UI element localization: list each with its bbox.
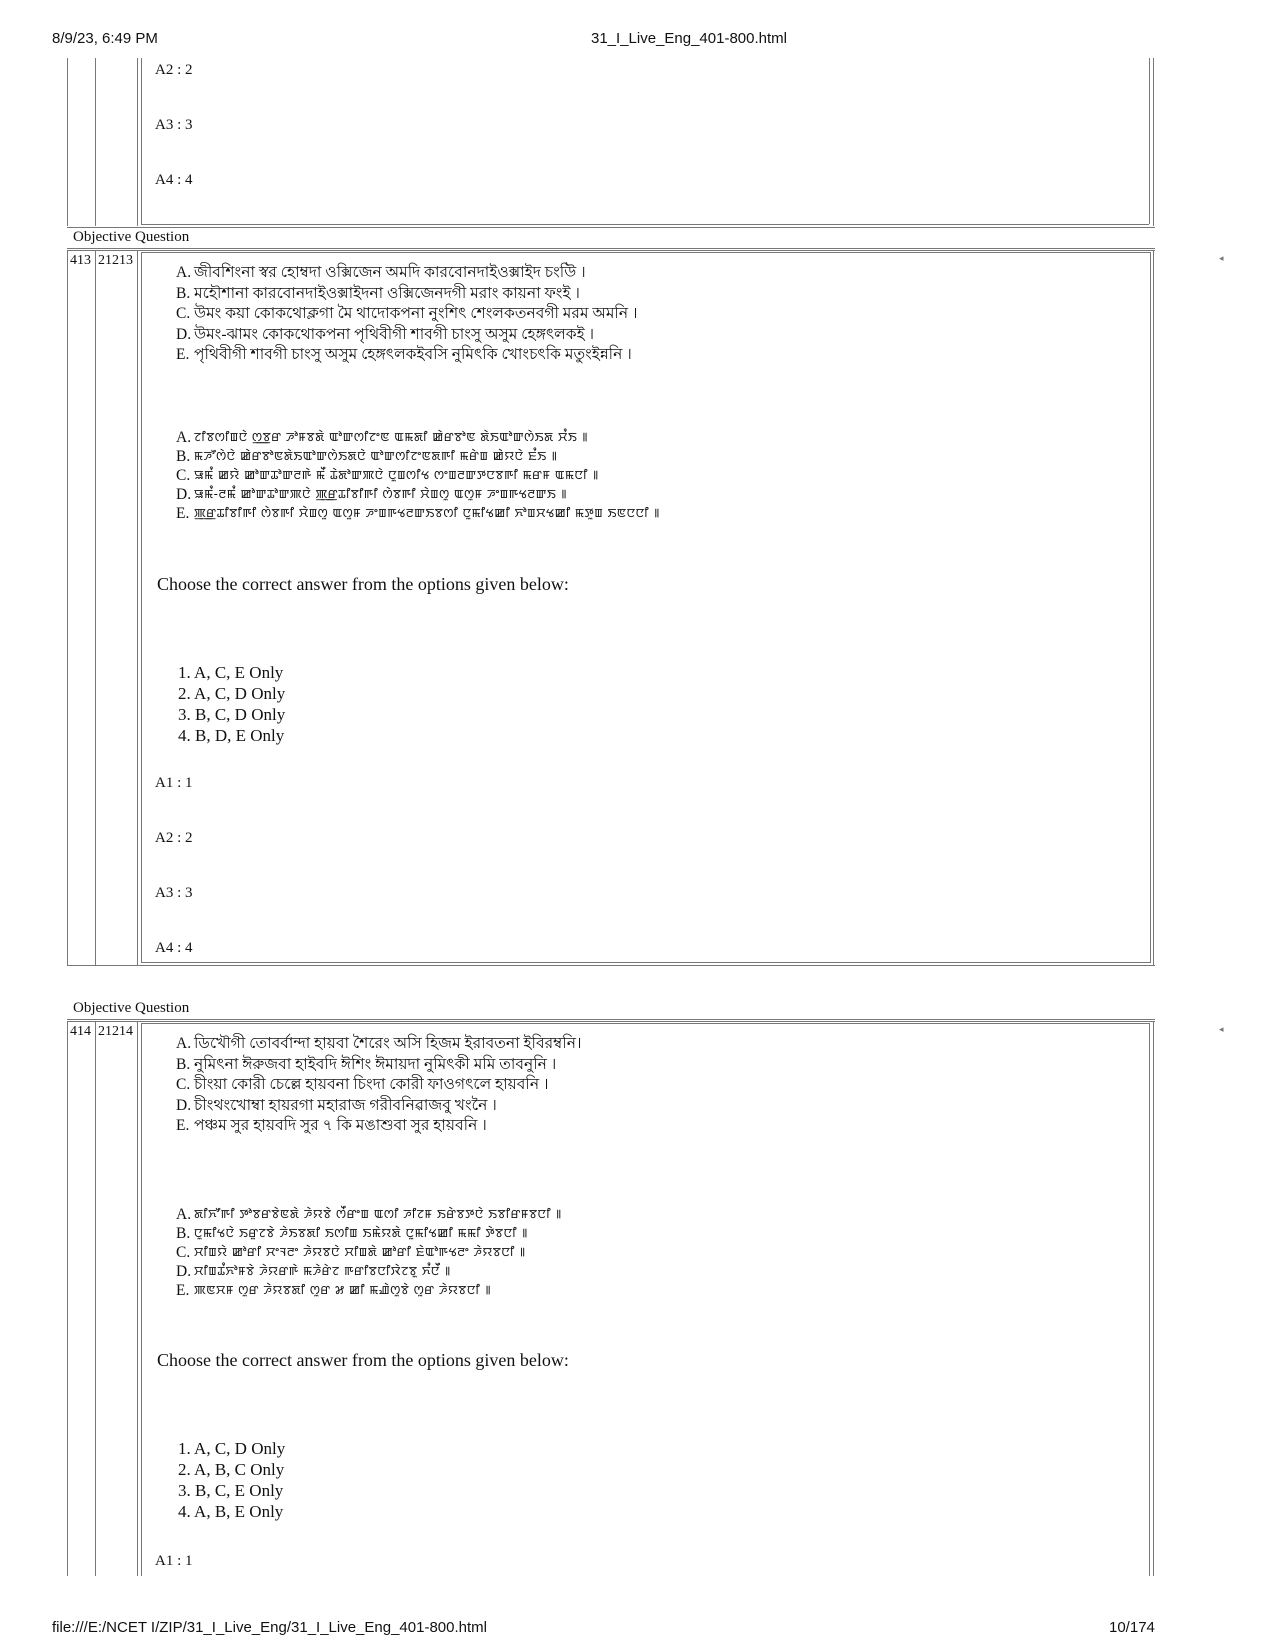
answer-option: A1 : 1	[155, 1553, 193, 1569]
question-id: 21214	[98, 1024, 133, 1039]
statement-row: D. ꯆꯤꯡꯊꯪꯈꯣꯝꯕꯥ ꯍꯥꯌꯔꯒꯥ ꯃꯍꯥꯔꯥꯖ ꯒꯔꯤꯕꯅꯤꯋꯥꯖꯕꯨ ꯈꯪꯅꯩ ꯫	[176, 1263, 451, 1280]
option-item: 3. B, C, E Only	[178, 1481, 284, 1500]
question-type-label: Objective Question	[73, 229, 190, 245]
answer-option: A3 : 3	[155, 885, 193, 901]
instruction-text: Choose the correct answer from the options given below:	[157, 1350, 569, 1370]
answer-option: A2 : 2	[155, 830, 193, 846]
statement-row: B. নুমিৎনা ঈরুজবা হাইবদি ঈশিং ঈমায়দা নুমিৎকী মমি তাবনুনি ।	[176, 1055, 557, 1073]
statement-row: D. চীংথংখোম্বা হায়রগা মহারাজ গরীবনিৱাজবু খংনৈ ।	[176, 1096, 497, 1114]
statement-row: C. ꯎꯃꯪ ꯀꯌꯥ ꯀꯣꯛꯊꯣꯛꯂꯒꯥ ꯃꯩ ꯊꯥꯗꯣꯛꯄꯅꯥ ꯅꯨꯡꯁꯤꯠ ꯁꯦꯡꯂꯛꯇꯅꯕꯒꯤ ꯃꯔꯝ ꯑꯃꯅꯤ ꯫	[176, 467, 599, 484]
answer-option: A3 : 3	[155, 117, 193, 133]
scroll-marker: ◂	[1219, 253, 1224, 263]
question-type-label: Objective Question	[73, 1000, 190, 1016]
option-list	[178, 662, 285, 746]
answer-option: A2 : 2	[155, 62, 193, 78]
question-serial: 414	[70, 1024, 91, 1039]
statements-bengali	[176, 263, 638, 366]
option-item: 3. B, C, D Only	[178, 705, 286, 724]
statement-row: B. ꯃꯍꯧꯁꯥꯅꯥ ꯀꯥꯔꯕꯣꯟꯗꯥꯏꯑꯣꯛꯁꯥꯏꯗꯅꯥ ꯑꯣꯛꯁꯤꯖꯦꯟꯗꯒꯤ ꯃꯔꯥꯡ ꯀꯥꯌꯅꯥ ꯐꯪꯏ ꯫	[176, 448, 558, 465]
answer-option: A4 : 4	[155, 940, 193, 956]
print-doc-title: 31_I_Live_Eng_401-800.html	[591, 30, 787, 47]
statement-row: C. ꯆꯤꯡꯌꯥ ꯀꯣꯔꯤ ꯆꯦꯜꯂꯦ ꯍꯥꯌꯕꯅꯥ ꯆꯤꯡꯗꯥ ꯀꯣꯔꯤ ꯐꯥꯑꯣꯒꯠꯂꯦ ꯍꯥꯌꯕꯅꯤ ꯫	[176, 1244, 526, 1261]
print-datetime: 8/9/23, 6:49 PM	[52, 30, 158, 47]
answer-option: A4 : 4	[155, 172, 193, 188]
instruction-text: Choose the correct answer from the options given below:	[157, 574, 569, 594]
statement-row: C. চীংয়া কোরী চেল্লে হায়বনা চিংদা কোরী ফাওগৎলে হায়বনি ।	[176, 1076, 549, 1093]
question-id: 21213	[98, 253, 133, 268]
statement-row: A. ডিখৌগী তোবর্বান্দা হায়বা শৈরেং অসি হিজম ইরাবতনা ইবিরম্বনি।	[176, 1035, 582, 1052]
print-file-path: file:///E:/NCET I/ZIP/31_I_Live_Eng/31_I_Live_Eng_401-800.html	[52, 1619, 487, 1636]
statement-row: A. ꯗꯤꯈꯧꯒꯤ ꯇꯣꯕꯔꯕꯥꯟꯗꯥ ꯍꯥꯌꯕꯥ ꯁꯩꯔꯦꯡ ꯑꯁꯤ ꯍꯤꯖꯝ ꯏꯔꯥꯕꯇꯅꯥ ꯏꯕꯤꯔꯝꯕꯅꯤ ꯫	[176, 1206, 562, 1223]
question-serial: 413	[70, 253, 91, 268]
option-item: 2. A, B, C Only	[178, 1460, 285, 1479]
statement-row: B. ꯅꯨꯃꯤꯠꯅꯥ ꯏꯔꯨꯖꯕꯥ ꯍꯥꯏꯕꯗꯤ ꯏꯁꯤꯡ ꯏꯃꯥꯌꯗꯥ ꯅꯨꯃꯤꯠꯀꯤ ꯃꯃꯤ ꯇꯥꯕꯅꯤ ꯫	[176, 1225, 528, 1242]
statement-row: C. উমং কয়া কোকথোক্লগা মৈ থাদোকপনা নুংশিৎ শেংলকতনবগী মরম অমনি ।	[176, 305, 638, 322]
statement-row: E. ꯄ꯭ꯔꯊꯤꯕꯤꯒꯤ ꯁꯥꯕꯒꯤ ꯆꯥꯡꯁꯨ ꯑꯁꯨꯝ ꯍꯦꯡꯒꯠꯂꯛꯏꯕꯁꯤ ꯅꯨꯃꯤꯠꯀꯤ ꯈꯣꯡꯆꯠꯀꯤ ꯃꯇꯨꯡ ꯏꯟꯅꯅꯤ ꯫	[176, 505, 660, 522]
statements-bengali	[176, 1034, 582, 1137]
print-page-number: 10/174	[1109, 1619, 1155, 1636]
statement-row: D. ꯎꯃꯪ-ꯂꯃꯪ ꯀꯣꯛꯊꯣꯛꯄꯅꯥ ꯄ꯭ꯔꯊꯤꯕꯤꯒꯤ ꯁꯥꯕꯒꯤ ꯆꯥꯡꯁꯨ ꯑꯁꯨꯝ ꯍꯦꯡꯒꯠꯂꯛꯏ ꯫	[176, 486, 568, 503]
option-item: 1. A, C, D Only	[178, 1439, 286, 1458]
option-item: 4. A, B, E Only	[178, 1502, 284, 1521]
statement-row: E. ꯄꯟꯆꯝ ꯁꯨꯔ ꯍꯥꯌꯕꯗꯤ ꯁꯨꯔ ꯷ ꯀꯤ ꯃꯉꯥꯁꯨꯕꯥ ꯁꯨꯔ ꯍꯥꯌꯕꯅꯤ ꯫	[176, 1282, 492, 1299]
statement-row: A. ꯖꯤꯕꯁꯤꯡꯅꯥ ꯁ꯭ꯕꯔ ꯍꯣꯝꯕꯗꯥ ꯑꯣꯛꯁꯤꯖꯦꯟ ꯑꯃꯗꯤ ꯀꯥꯔꯕꯣꯟ ꯗꯥꯏꯑꯣꯛꯁꯥꯏꯗ ꯆꯪꯏ ꯫	[176, 429, 589, 446]
statement-row: A. জীবশিংনা স্বর হোম্বদা ওক্সিজেন অমদি কারবোনদাইওক্সাইদ চংউি ।	[176, 264, 586, 281]
option-item: 4. B, D, E Only	[178, 726, 285, 745]
statements-meetei	[176, 1205, 562, 1300]
statement-row: E. পঞ্চম সুর হায়বদি সুর ৭ কি মঙাশুবা সুর হায়বনি ।	[176, 1117, 487, 1134]
statement-row: D. উমং-ঝামং কোকথোকপনা পৃথিবীগী শাবগী চাংসু অসুম হেঙ্গৎলকই ।	[176, 325, 595, 343]
option-item: 2. A, C, D Only	[178, 684, 286, 703]
option-item: 1. A, C, E Only	[178, 663, 284, 682]
statement-row: B. মহৌশানা কারবোনদাইওক্সাইদনা ওক্সিজেনদগী মরাং কায়না ফংই ।	[176, 284, 580, 302]
scroll-marker: ◂	[1219, 1024, 1224, 1034]
option-list	[178, 1438, 285, 1522]
answer-option: A1 : 1	[155, 775, 193, 791]
statements-meetei	[176, 428, 660, 523]
statement-row: E. পৃথিবীগী শাবগী চাংসু অসুম হেঙ্গৎলকইবসি নুমিৎকি খোংচৎকি মতুংইন্ননি ।	[176, 346, 632, 363]
